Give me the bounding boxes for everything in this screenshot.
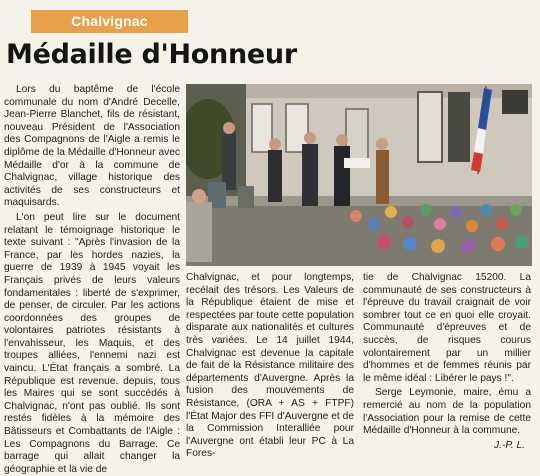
article-photo [186,84,532,266]
paragraph: L'on peut lire sur le document relatant le témoignage historique le texte suivant : "Après l'invasion de la France, par les hordes nazies, la guerre de 1939 à 1945 voyait les Français privés de leurs valeurs fondamentales : liberté de s'exprimer, de penser, de circuler. Par les actions coordonnées des groupes de volontaires patriotes résistants à l'envahisseur, les Maquis, et des troupes alliées, l'ennemi nazi est vaincu. L'État français a sombré. La République est revenue. depuis, tous les Maires qui se sont succédés à Chalvignac, n'ont pas oublié. Ils sont restés fidèles à la mémoire des Bâtisseurs et Combattants de l'Aigle : Les Compagnons du Barrage. Ce barrage qui allait changer la géographie et la vie de [4,211,180,475]
paragraph: Chalvignac, et pour longtemps, recélait des trésors. Les Valeurs de la République étaient de mise et respectées par toute cette population disparate aux nationalités et cultures très variées. Le 14 juillet 1944, Chalvignac est devenue la capitale de fait de la Résistance militaire des départements d'Auvergne. Après la fusion des mouvements de Résistance, (ORA + AS + FTPF) l'État Major des FFI d'Auvergne et de la Commission Interalliée pour l'Auvergne ont établi leur PC à La Fores- [186,272,354,460]
section-rubric: Chalvignac [31,10,188,33]
article-column-right [363,272,531,452]
paragraph: Serge Leymonie, maire, ému a remercié au nom de la population l'Association pour la remise de cette Médaille d'Honneur à la commune. [363,387,531,437]
paragraph: Lors du baptême de l'école communale du nom d'André Decelle, Jean-Pierre Blanchet, fils de résistant, nouveau Président de l'Association des Compagnons de l'Aigle a remis le diplôme de la Médaille d'Honneur avec Médaille d'or à la commune de Chalvignac, village historique des activités de ses constructeurs et maquisards. [4,84,180,209]
author-signature: J.-P. L. [494,439,525,451]
article-column-left [4,84,180,475]
ceremony-photo-illustration [186,84,532,266]
paragraph: tie de Chalvignac 15200. La communauté de ses constructeurs à l'épreuve du travail craignait de voir sombrer tout ce en quoi elle croyait. Communauté d'épreuves et de succès, de risques courus volontairement par un millier d'hommes et de femmes réunis par le même idéal : Libérer le pays !". [363,272,531,384]
article-column-middle [186,272,354,461]
article-headline: Médaille d'Honneur [6,39,297,70]
